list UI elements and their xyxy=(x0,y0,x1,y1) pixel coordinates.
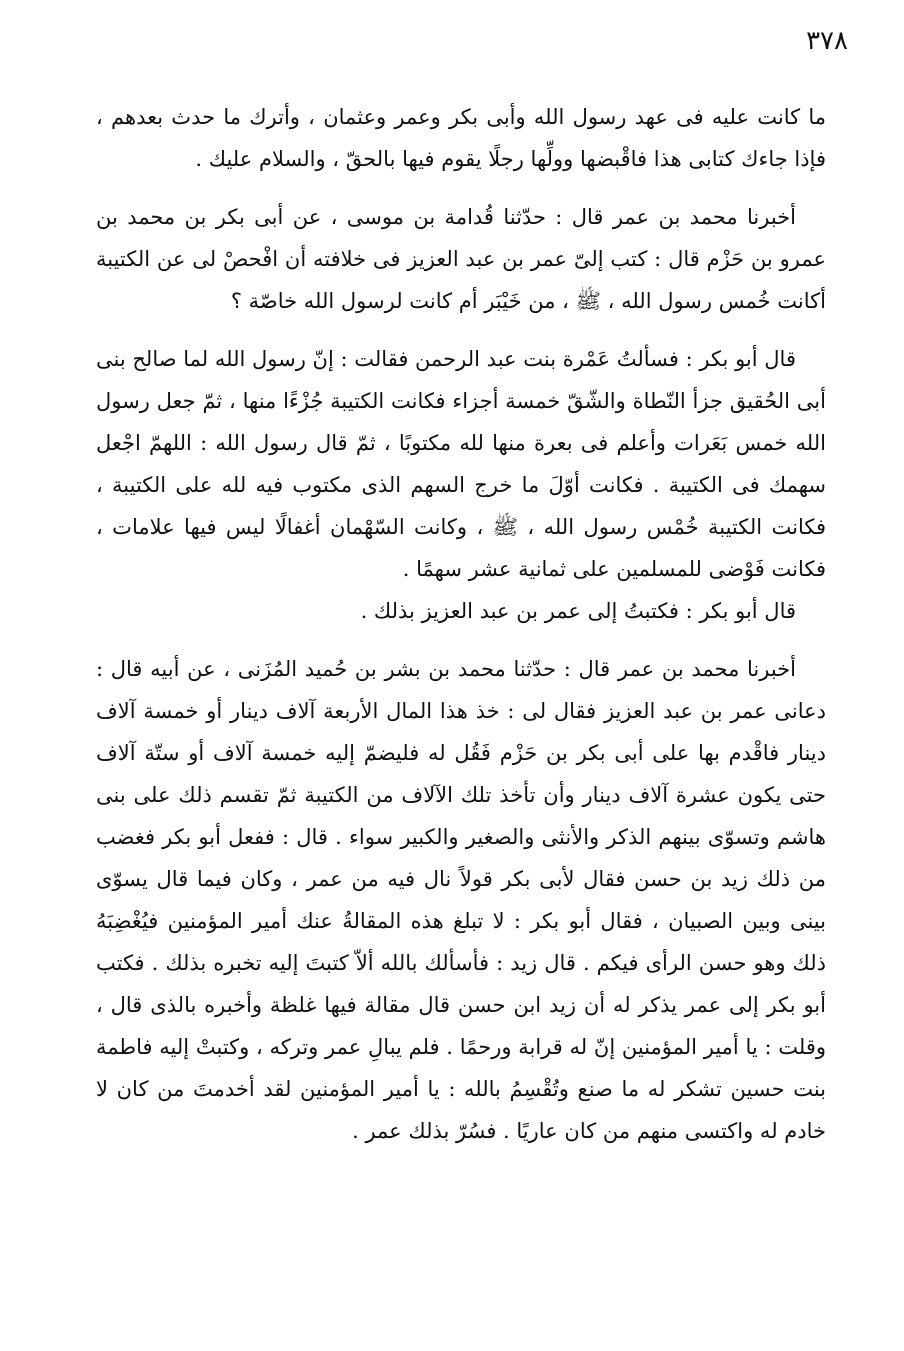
paragraph-khaybar-inquiry: أخبرنا محمد بن عمر قال : حدّثنا قُدامة بن موسى ، عن أبى بكر بن محمد بن عمرو بن حَزْم قال : كتب إلىّ عمر بن عبد العزيز فى خلافته أن افْحصْ لى عن الكتيبة أكانت خُمس رسول الله ، ﷺ ، من خَيْبَر أم كانت لرسول الله خاصّة ؟ xyxy=(96,205,826,313)
paragraph-amra-answer: قال أبو بكر : فسألتُ عَمْرة بنت عبد الرحمن فقالت : إنّ رسول الله لما صالح بنى أبى الحُقيق جزأ النّطاة والشّقّ خمسة أجزاء فكانت الكتيبة جُزْءًا منها ، ثمّ جعل رسول الله خمس بَعَرات وأعلم فى بعرة منها لله مكتوبًا ، ثمّ قال رسول الله : اللهمّ اجْعل سهمك فى الكتيبة . فكانت أوّلَ ما خرج السهم الذى مكتوب فيه لله على الكتيبة ، فكانت الكتيبة خُمْس رسول الله ، ﷺ ، وكانت السّهْمان أغفالًا ليس فيها علامات ، فكانت فَوْضى للمسلمين على ثمانية عشر سهمًا . xyxy=(96,347,826,581)
paragraph-banu-hashim-distribution: أخبرنا محمد بن عمر قال : حدّثنا محمد بن بشر بن حُميد المُزَنى ، عن أبيه قال : دعانى عمر بن عبد العزيز فقال لى : خذ هذا المال الأربعة آلاف دينار أو خمسة آلاف دينار فاقْدم بها على أبى بكر بن حَزْم فَقُل له فليضمّ إليه خمسة آلاف أو ستّة آلاف حتى يكون عشرة آلاف دينار وأن تأخذ تلك الآلاف من الكتيبة ثمّ تقسم ذلك على بنى هاشم وتسوّى بينهم الذكر والأنثى والصغير والكبير سواء . قال : ففعل أبو بكر فغضب من ذلك زيد بن حسن فقال لأبى بكر قولاً نال فيه من عمر ، وكان فيما قال يسوّى بينى وبين الصبيان ، فقال أبو بكر : لا تبلغ هذه المقالةُ عنك أمير المؤمنين فيُغْضِبَهُ ذلك وهو حسن الرأى فيكم . قال زيد : فأسألك بالله ألاّ كتبتَ إليه تخبره بذلك . فكتب أبو بكر إلى عمر يذكر له أن زيد ابن حسن قال مقالة فيها غلظة وأخبره بالذى قال ، وقلت : يا أمير المؤمنين إنّ له قرابة ورحمًا . فلم يبالِ عمر وتركه ، وكتبتْ إليه فاطمة بنت حسين تشكر له ما صنع وتُقْسِمُ بالله : يا أمير المؤمنين لقد أخدمتَ من كان لا خادم له واكتسى منهم من كان عاريًا . فسُرّ بذلك عمر . xyxy=(96,657,826,1143)
page-text-body xyxy=(96,96,826,1152)
paragraph-letter-ending: ما كانت عليه فى عهد رسول الله وأبى بكر وعمر وعثمان ، وأترك ما حدث بعدهم ، فإذا جاءك كتابى هذا فاقْبضها وولِّها رجلًا يقوم فيها بالحقّ ، والسلام عليك . xyxy=(96,105,826,171)
page-number: ٣٧٨ xyxy=(806,26,848,56)
paragraph-abu-bakr-wrote: قال أبو بكر : فكتبتُ إلى عمر بن عبد العزيز بذلك . xyxy=(360,599,796,623)
